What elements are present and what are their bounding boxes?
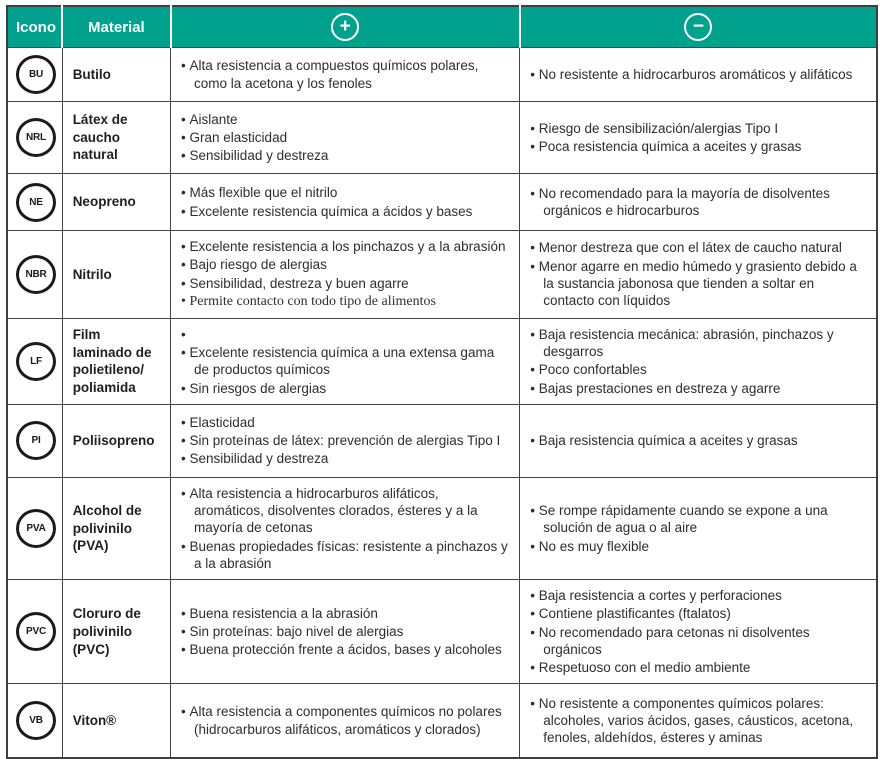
disadvantage-list (530, 66, 868, 83)
material-name: Film laminado de polietileno/ poliamida (62, 318, 170, 404)
material-badge-icon: VB (16, 701, 56, 740)
advantage-item: • Sin proteínas: bajo nivel de alergias (181, 623, 511, 640)
material-name: Nitrilo (62, 231, 170, 319)
disadvantage-item: • Respetuoso con el medio ambiente (530, 659, 868, 676)
material-badge-icon: NRL (16, 118, 56, 157)
disadvantages-cell (520, 404, 877, 477)
disadvantage-item: • No resistente a hidrocarburos aromáticos y alifáticos (530, 66, 868, 83)
advantage-item: • Sensibilidad y destreza (181, 450, 511, 467)
disadvantages-cell (520, 231, 877, 319)
advantages-cell (171, 684, 520, 758)
advantages-cell (171, 477, 520, 579)
disadvantages-cell (520, 318, 877, 404)
table-row (7, 174, 877, 231)
table-row (7, 102, 877, 174)
header-row (7, 6, 877, 48)
icon-cell (7, 580, 62, 684)
disadvantage-item: • No resistente a componentes químicos polares: alcoholes, varios ácidos, gases, cáusticos, acetona, fenoles, aldehídos, ésteres y aminas (530, 695, 868, 747)
disadvantage-item: • Poco confortables (530, 361, 868, 378)
material-badge-icon: PVC (16, 612, 56, 651)
advantage-item: • Sensibilidad, destreza y buen agarre (181, 275, 511, 292)
disadvantage-item: • No recomendado para cetonas ni disolventes orgánicos (530, 624, 868, 659)
table-row (7, 477, 877, 579)
material-badge-icon: PI (16, 421, 56, 460)
advantage-list (181, 605, 511, 659)
advantage-item: • Gran elasticidad (181, 129, 511, 146)
material-badge-icon: LF (16, 342, 56, 381)
advantage-item: • Alta resistencia a hidrocarburos alifáticos, aromáticos, disolventes clorados, ésteres y a la mayoría de cetonas (181, 485, 511, 537)
advantage-item: • Sin proteínas de látex: prevención de alergias Tipo I (181, 432, 511, 449)
icon-cell (7, 318, 62, 404)
disadvantage-list (530, 502, 868, 555)
advantages-cell (171, 48, 520, 102)
advantage-list (181, 703, 511, 738)
advantages-cell (171, 580, 520, 684)
advantage-item: • Más flexible que el nitrilo (181, 184, 511, 201)
disadvantage-item: • Baja resistencia química a aceites y grasas (530, 432, 868, 449)
advantage-item: • Sin riesgos de alergias (181, 380, 511, 397)
disadvantages-cell (520, 477, 877, 579)
advantage-list (181, 184, 511, 220)
disadvantage-item: • Poca resistencia química a aceites y grasas (530, 138, 868, 155)
material-badge-icon: BU (16, 55, 56, 94)
advantage-item: • Excelente resistencia a los pinchazos y a la abrasión (181, 238, 511, 255)
disadvantage-item: • Menor destreza que con el látex de caucho natural (530, 239, 868, 256)
material-name: Alcohol de polivinilo (PVA) (62, 477, 170, 579)
advantages-cell (171, 231, 520, 319)
material-name: Viton® (62, 684, 170, 758)
material-badge-icon: NE (16, 183, 56, 222)
material-name: Látex de caucho natural (62, 102, 170, 174)
disadvantage-item: • Se rompe rápidamente cuando se expone a una solución de agua o al aire (530, 502, 868, 537)
advantage-list (181, 57, 511, 92)
advantage-item: • Elasticidad (181, 414, 511, 431)
column-header-material: Material (62, 6, 170, 48)
disadvantage-item: • No es muy flexible (530, 538, 868, 555)
advantage-item: • Sensibilidad y destreza (181, 147, 511, 164)
material-badge-icon: PVA (16, 509, 56, 548)
disadvantage-item: • Bajas prestaciones en destreza y agarre (530, 380, 868, 397)
disadvantages-cell (520, 48, 877, 102)
advantage-item: • Buena resistencia a la abrasión (181, 605, 511, 622)
table-row (7, 318, 877, 404)
disadvantage-item: • Baja resistencia mecánica: abrasión, pinchazos y desgarros (530, 326, 868, 361)
advantages-cell (171, 174, 520, 231)
material-name: Neopreno (62, 174, 170, 231)
advantage-item: • Bajo riesgo de alergias (181, 256, 511, 273)
table-row (7, 684, 877, 758)
minus-circle-icon: − (684, 13, 712, 41)
disadvantage-list (530, 239, 868, 309)
glove-materials-table (6, 5, 878, 759)
advantage-item: • Buena protección frente a ácidos, bases y alcoholes (181, 641, 511, 658)
column-header-icono: Icono (7, 6, 62, 48)
icon-cell (7, 102, 62, 174)
advantage-list (181, 326, 511, 397)
advantages-cell (171, 318, 520, 404)
disadvantages-cell (520, 580, 877, 684)
advantages-cell (171, 404, 520, 477)
material-name: Poliisopreno (62, 404, 170, 477)
disadvantages-cell (520, 102, 877, 174)
column-header-advantages (171, 6, 520, 48)
table-row (7, 404, 877, 477)
disadvantage-list (530, 587, 868, 676)
advantage-item: • Excelente resistencia química a una extensa gama de productos químicos (181, 344, 511, 379)
table-row (7, 231, 877, 319)
disadvantage-item: • Contiene plastificantes (ftalatos) (530, 605, 868, 622)
material-name: Butilo (62, 48, 170, 102)
disadvantage-item: • Riesgo de sensibilización/alergias Tipo I (530, 120, 868, 137)
icon-cell (7, 48, 62, 102)
advantage-list (181, 238, 511, 311)
icon-cell (7, 404, 62, 477)
disadvantage-list (530, 326, 868, 397)
icon-cell (7, 231, 62, 319)
advantage-list (181, 414, 511, 468)
material-badge-icon: NBR (16, 255, 56, 294)
disadvantage-list (530, 120, 868, 156)
advantage-item: • Aislante (181, 111, 511, 128)
column-header-disadvantages (520, 6, 877, 48)
disadvantage-item: • No recomendado para la mayoría de disolventes orgánicos e hidrocarburos (530, 185, 868, 220)
advantage-item: • Permite contacto con todo tipo de alimentos (181, 293, 511, 311)
icon-cell (7, 174, 62, 231)
disadvantages-cell (520, 684, 877, 758)
advantage-list (181, 111, 511, 165)
disadvantage-list (530, 695, 868, 747)
disadvantage-list (530, 185, 868, 220)
advantage-item: • Alta resistencia a componentes químicos no polares (hidrocarburos alifáticos, aromáticos y clorados) (181, 703, 511, 738)
advantage-item: • Alta resistencia a compuestos químicos polares, como la acetona y los fenoles (181, 57, 511, 92)
table-row (7, 48, 877, 102)
disadvantage-item: • Baja resistencia a cortes y perforaciones (530, 587, 868, 604)
advantage-list (181, 485, 511, 572)
icon-cell (7, 477, 62, 579)
plus-circle-icon: + (331, 13, 359, 41)
disadvantage-list (530, 432, 868, 449)
advantage-item: • Excelente resistencia química a ácidos y bases (181, 203, 511, 220)
advantage-item: • Buenas propiedades físicas: resistente a pinchazos y a la abrasión (181, 538, 511, 573)
advantages-cell (171, 102, 520, 174)
icon-cell (7, 684, 62, 758)
material-name: Cloruro de polivinilo (PVC) (62, 580, 170, 684)
disadvantages-cell (520, 174, 877, 231)
table-row (7, 580, 877, 684)
advantage-item (181, 326, 511, 343)
disadvantage-item: • Menor agarre en medio húmedo y grasiento debido a la sustancia jabonosa que tienden a soltar en contacto con líquidos (530, 258, 868, 310)
